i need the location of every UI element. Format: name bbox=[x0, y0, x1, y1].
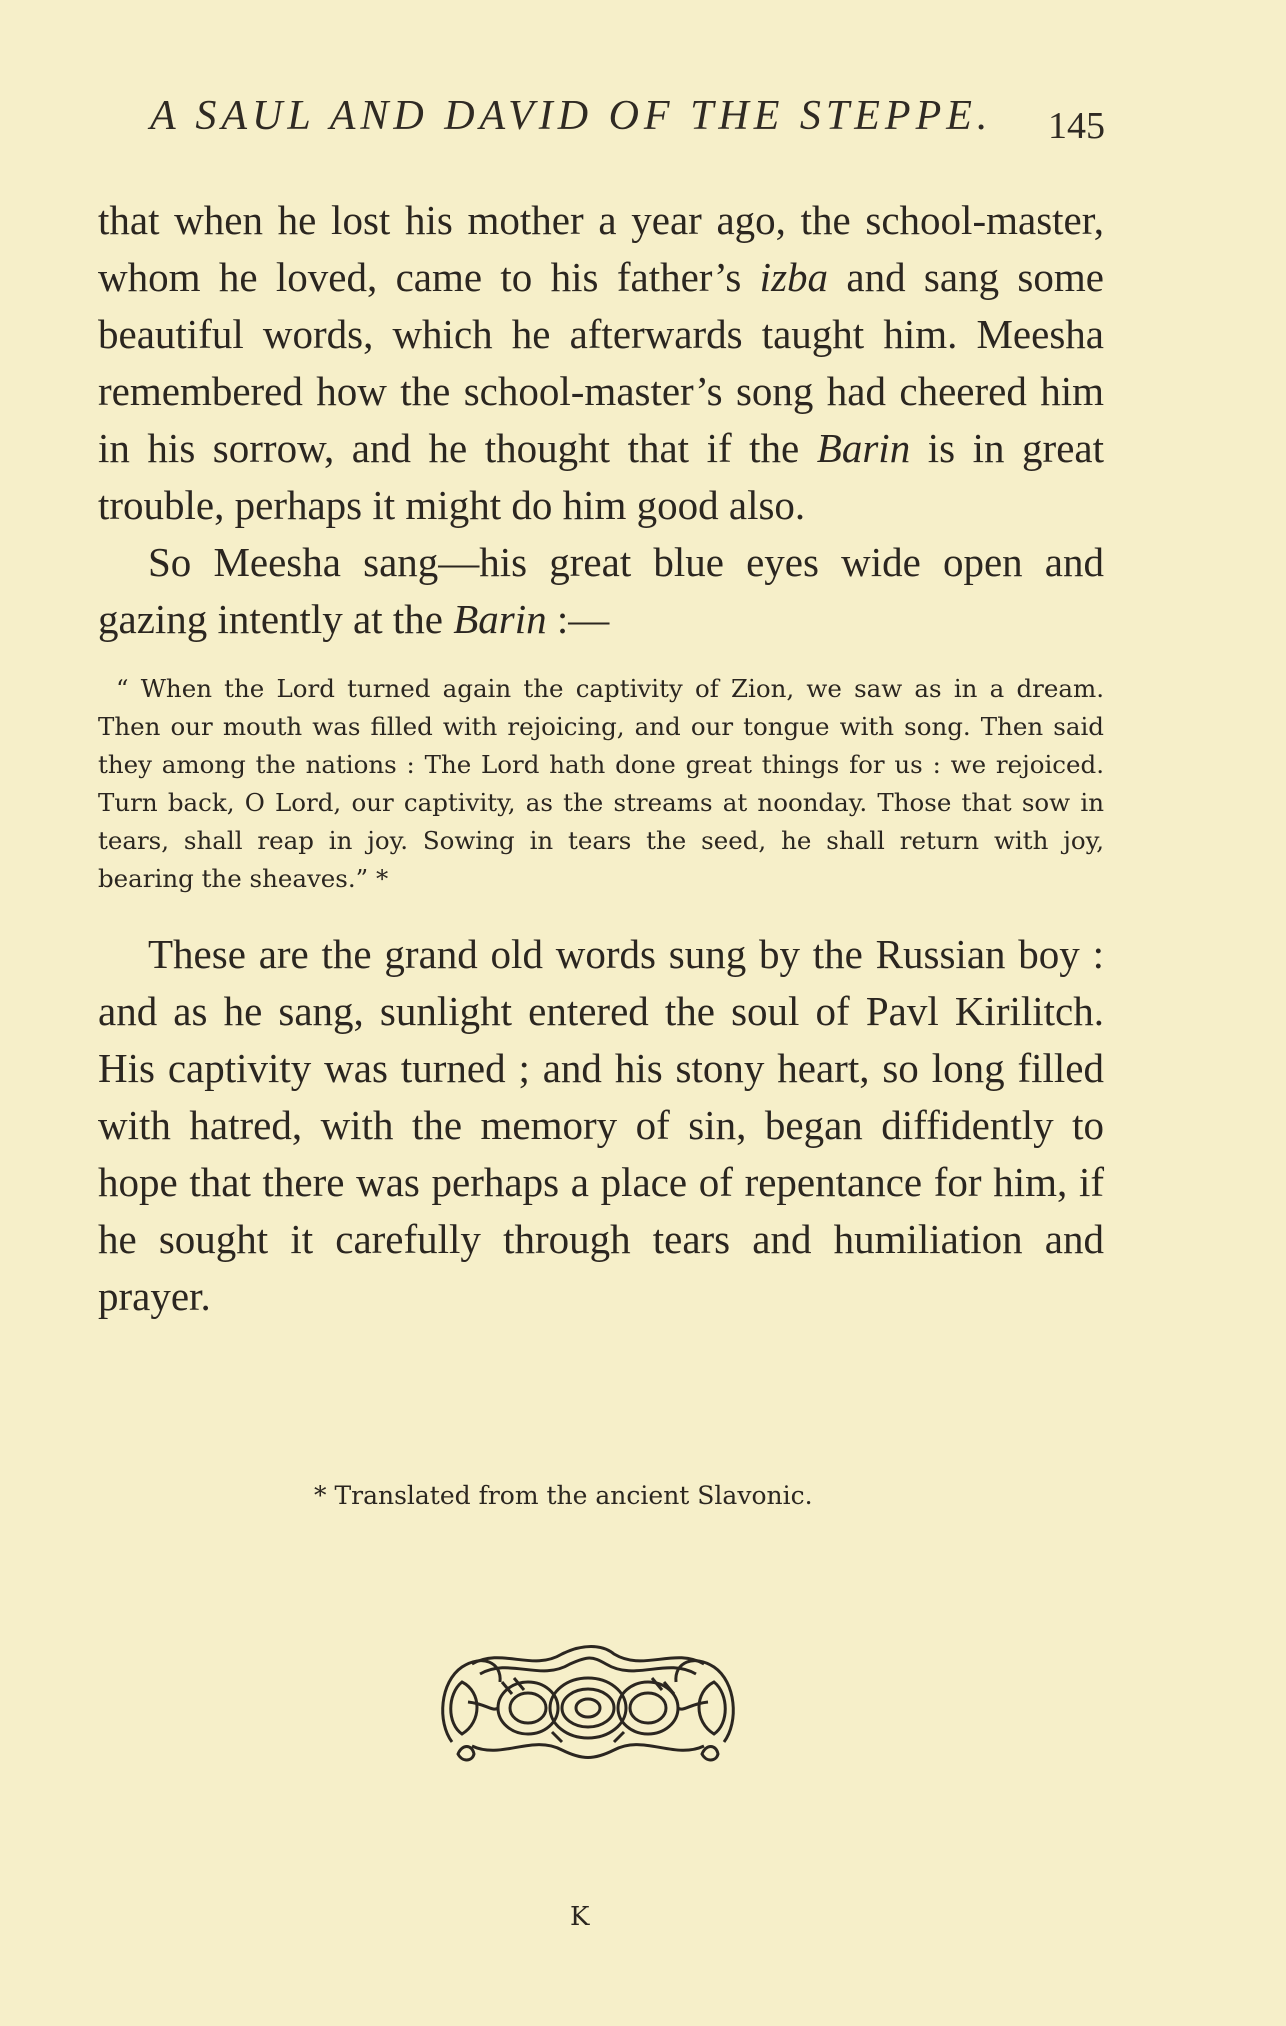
body-text bbox=[98, 192, 1104, 1325]
page-header bbox=[150, 92, 1105, 152]
footnote: * Translated from the ancient Slavonic. bbox=[314, 1481, 813, 1510]
paragraph-2-part-1: So Meesha sang—his great blue eyes wide open and gazing intently at the bbox=[98, 539, 1104, 642]
paragraph-2 bbox=[98, 534, 1104, 648]
paragraph-1-part-2: and sang some beautiful words, which he afterwards taught him. Meesha remembered how the school-master’s song had cheered him in his sorrow, and he thought that if the bbox=[98, 254, 1104, 471]
celtic-knot-ornament-icon bbox=[432, 1642, 744, 1762]
paragraph-1-part-3: is in great trouble, perhaps it might do him good also. bbox=[98, 425, 1104, 528]
signature-mark: K bbox=[570, 1902, 590, 1932]
izba-word: izba bbox=[759, 254, 829, 300]
psalm-quote: “ When the Lord turned again the captivity of Zion, we saw as in a dream. Then our mouth was filled with rejoicing, and our tongue with song. Then said they among the nations : The Lord hath done great things for us : we rejoiced. Turn back, O Lord, our captivity, as the streams at noonday. Those that sow in tears, shall reap in joy. Sowing in tears the seed, he shall return with joy, bearing the sheaves.” * bbox=[98, 674, 1104, 893]
page-number: 145 bbox=[1048, 105, 1105, 147]
paragraph-2-part-2: :— bbox=[546, 596, 610, 642]
running-head: A SAUL AND DAVID OF THE STEPPE. bbox=[150, 93, 993, 139]
barin-word-2: Barin bbox=[453, 596, 547, 642]
paragraph-3: These are the grand old words sung by the Russian boy : and as he sang, sunlight entered the soul of Pavl Kirilitch. His captivity was turned ; and his stony heart, so long filled with hatred, with the memory of sin, began diffidently to hope that there was perhaps a place of repentance for him, if he sought it carefully through tears and humiliation and prayer. bbox=[98, 931, 1104, 1319]
barin-word: Barin bbox=[816, 425, 911, 471]
paragraph-1-part-1: that when he lost his mother a year ago, the school-master, whom he loved, came to his father’s bbox=[98, 197, 1104, 300]
paragraph-1 bbox=[98, 192, 1104, 534]
